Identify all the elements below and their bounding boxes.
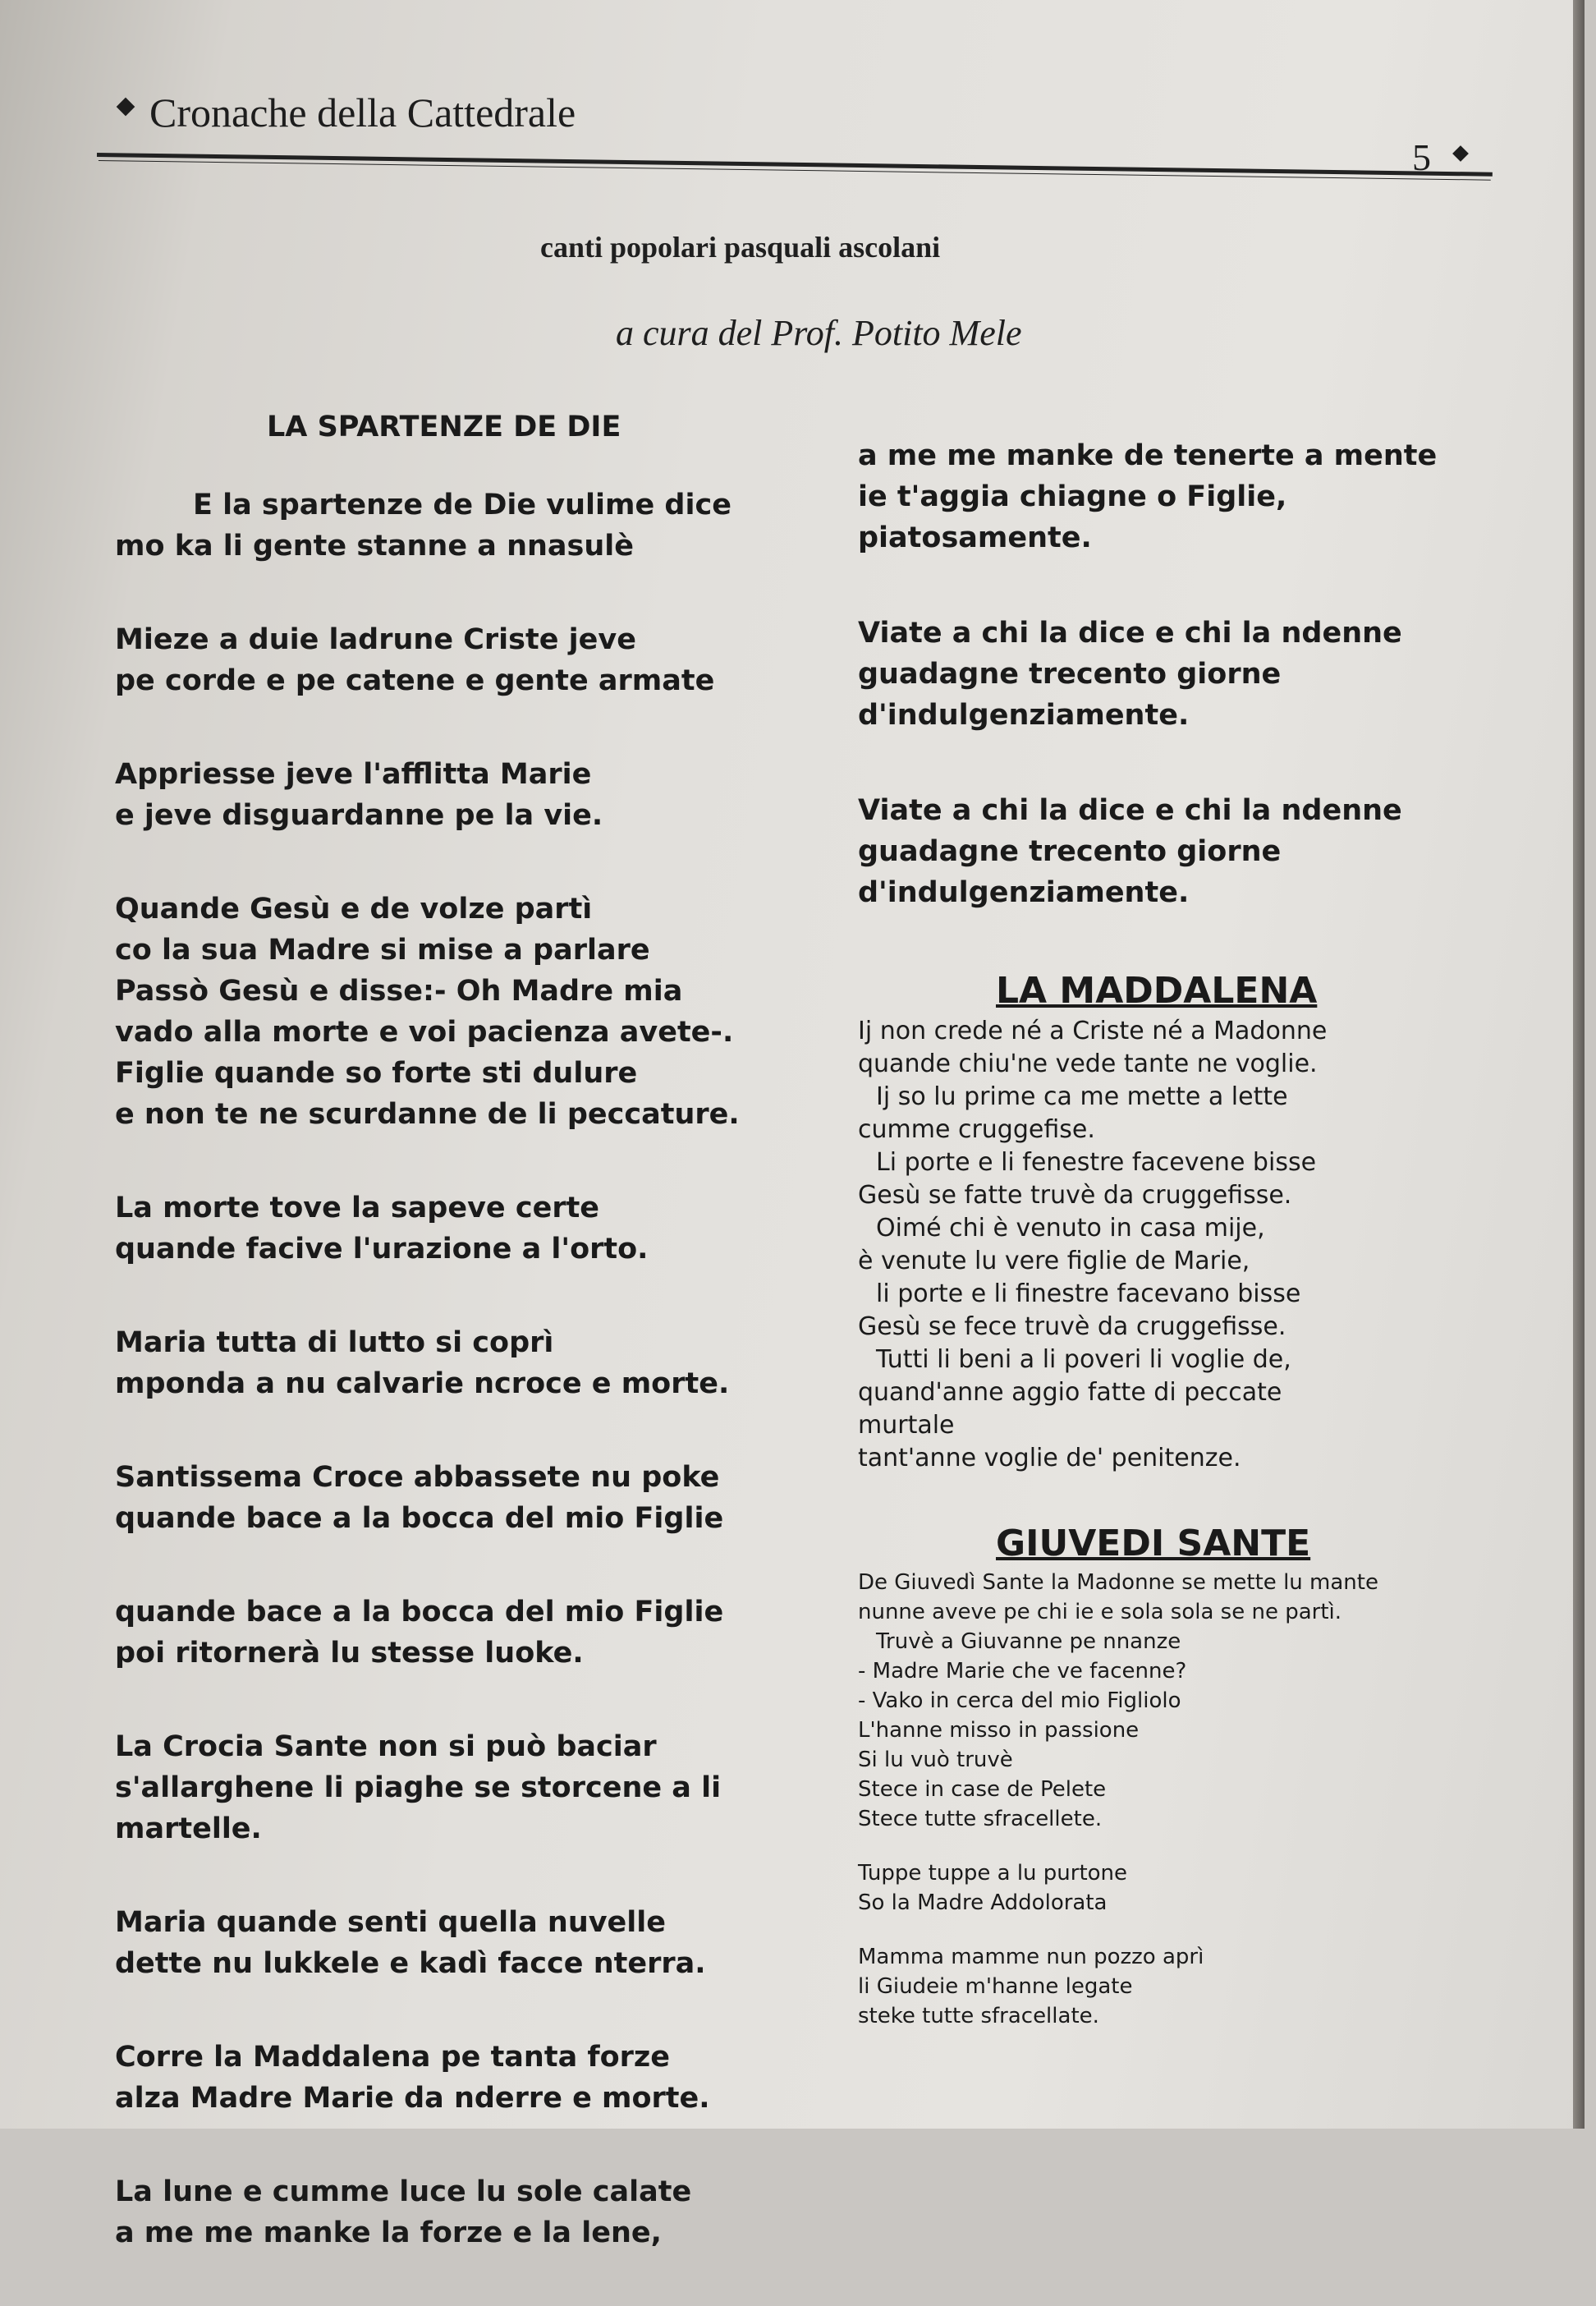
verse-line: Quande Gesù e de volze partì bbox=[115, 893, 593, 926]
verse-line: pe corde e pe catene e gente armate bbox=[115, 664, 715, 697]
verse-line: Mamma mamme nun pozzo aprì bbox=[858, 1945, 1204, 1969]
verse-line: - Vako in cerca del mio Figliolo bbox=[858, 1688, 1181, 1713]
stanza bbox=[858, 613, 1433, 736]
section-title-maddalena: LA MADDALENA bbox=[996, 970, 1318, 1012]
section-title: LA SPARTENZE DE DIE bbox=[267, 411, 621, 443]
verse-line: Ij so lu prime ca me mette a lette bbox=[876, 1082, 1288, 1111]
verse-line: Santissema Croce abbassete nu poke bbox=[115, 1461, 720, 1494]
stanza bbox=[115, 1187, 829, 1270]
verse-line: De Giuvedì Sante la Madonne se mette lu mante bbox=[858, 1570, 1378, 1595]
verse-line: Gesù se fece truvè da cruggefisse. bbox=[858, 1312, 1286, 1341]
verse-line: d'indulgenziamente. bbox=[858, 876, 1190, 909]
verse-line: steke tutte sfracellate. bbox=[858, 2004, 1099, 2028]
verse-line: Truvè a Giuvanne pe nnanze bbox=[876, 1629, 1181, 1654]
stanza bbox=[115, 2171, 829, 2253]
stanza bbox=[858, 790, 1433, 913]
verse-line: li Giudeie m'hanne legate bbox=[858, 1974, 1133, 1999]
verse-line: co la sua Madre si mise a parlare bbox=[115, 934, 650, 967]
verse-line: Ij non crede né a Criste né a Madonne bbox=[858, 1017, 1328, 1045]
verse-line: Viate a chi la dice e chi la ndenne bbox=[858, 794, 1402, 827]
stanza bbox=[115, 485, 829, 567]
stanza bbox=[115, 619, 829, 701]
verse-line: alza Madre Marie da nderre e morte. bbox=[115, 2082, 710, 2115]
verse-line: La Crocia Sante non si può baciar bbox=[115, 1730, 657, 1763]
article-heading: canti popolari pasquali ascolani bbox=[540, 231, 941, 264]
verse-line: ie t'aggia chiagne o Figlie, bbox=[858, 480, 1287, 513]
verse-line: e non te ne scurdanne de li peccature. bbox=[115, 1098, 740, 1131]
stanza-gap bbox=[858, 1834, 1433, 1858]
verse-line: Figlie quande so forte sti dulure bbox=[115, 1057, 638, 1090]
verse-line: piatosamente. bbox=[858, 521, 1092, 554]
verse-line: Tuppe tuppe a lu purtone bbox=[858, 1861, 1128, 1886]
verse-line: e jeve disguardanne pe la vie. bbox=[115, 799, 603, 832]
verse-line: La lune e cumme luce lu sole calate bbox=[115, 2175, 692, 2208]
verse-line: So la Madre Addolorata bbox=[858, 1890, 1108, 1915]
verse-line: quande bace a la bocca del mio Figlie bbox=[115, 1502, 724, 1535]
page-number: 5 bbox=[1412, 136, 1431, 178]
verse-line: quand'anne aggio fatte di peccate bbox=[858, 1378, 1282, 1407]
verse-line: guadagne trecento giorne bbox=[858, 835, 1282, 868]
verse-line: Maria quande senti quella nuvelle bbox=[115, 1906, 667, 1939]
maddalena-poem bbox=[858, 1015, 1433, 1475]
right-stanzas bbox=[858, 435, 1438, 913]
verse-line: Maria tutta di lutto si coprì bbox=[115, 1326, 554, 1359]
giovedi-poem-part-2 bbox=[858, 1858, 1433, 1918]
page-edge bbox=[1573, 0, 1585, 2129]
verse-line: martelle. bbox=[115, 1812, 262, 1845]
verse-line: vado alla morte e voi pacienza avete-. bbox=[115, 1016, 734, 1049]
giovedi-poem-part-1 bbox=[858, 1568, 1433, 1834]
verse-line: li porte e li finestre facevano bisse bbox=[876, 1279, 1301, 1308]
verse-line: quande chiu'ne vede tante ne voglie. bbox=[858, 1050, 1318, 1078]
verse-line: murtale bbox=[858, 1411, 955, 1440]
diamond-bullet-icon bbox=[1452, 145, 1469, 162]
verse-line: Stece in case de Pelete bbox=[858, 1777, 1107, 1802]
verse-line: quande facive l'urazione a l'orto. bbox=[115, 1233, 649, 1266]
section-title-giovedi: GIUVEDI SANTE bbox=[996, 1523, 1311, 1564]
verse-line: Gesù se fatte truvè da cruggefisse. bbox=[858, 1181, 1292, 1210]
verse-line: Li porte e li fenestre facevene bisse bbox=[876, 1148, 1317, 1177]
verse-line: s'allarghene li piaghe se storcene a li bbox=[115, 1771, 722, 1804]
verse-line: - Madre Marie che ve facenne? bbox=[858, 1659, 1187, 1684]
verse-line: Corre la Maddalena pe tanta forze bbox=[115, 2041, 671, 2074]
verse-line: mo ka li gente stanne a nnasulè bbox=[115, 530, 634, 563]
verse-line: cumme cruggefise. bbox=[858, 1115, 1095, 1144]
verse-line: Si lu vuò truvè bbox=[858, 1748, 1013, 1772]
verse-line: E la spartenze de Die vulime dice bbox=[193, 489, 732, 521]
stanza-gap bbox=[858, 1918, 1433, 1942]
left-column bbox=[115, 411, 829, 2306]
header-rule bbox=[97, 153, 1493, 177]
verse-line: Appriesse jeve l'afflitta Marie bbox=[115, 758, 592, 791]
verse-line: La morte tove la sapeve certe bbox=[115, 1192, 600, 1224]
verse-line: quande bace a la bocca del mio Figlie bbox=[115, 1596, 724, 1628]
giovedi-poem-part-3 bbox=[858, 1942, 1433, 2031]
article-byline: a cura del Prof. Potito Mele bbox=[616, 313, 1022, 353]
verse-line: poi ritornerà lu stesse luoke. bbox=[115, 1637, 584, 1670]
verse-line: nunne aveve pe chi ie e sola sola se ne partì. bbox=[858, 1600, 1342, 1624]
verse-line: tant'anne voglie de' penitenze. bbox=[858, 1444, 1241, 1472]
left-stanzas bbox=[115, 485, 829, 2253]
stanza bbox=[115, 754, 829, 836]
verse-line: L'hanne misso in passione bbox=[858, 1718, 1140, 1743]
verse-line: a me me manke de tenerte a mente bbox=[858, 439, 1438, 472]
verse-line: Tutti li beni a li poveri li voglie de, bbox=[876, 1345, 1291, 1374]
verse-line: è venute lu vere figlie de Marie, bbox=[858, 1247, 1250, 1275]
verse-line: dette nu lukkele e kadì facce nterra. bbox=[115, 1947, 706, 1980]
stanza bbox=[115, 1322, 829, 1404]
verse-line: a me me manke la forze e la lene, bbox=[115, 2216, 662, 2249]
verse-line: d'indulgenziamente. bbox=[858, 699, 1190, 732]
verse-line: Mieze a duie ladrune Criste jeve bbox=[115, 623, 636, 656]
verse-line: mponda a nu calvarie ncroce e morte. bbox=[115, 1367, 730, 1400]
verse-line: guadagne trecento giorne bbox=[858, 658, 1282, 691]
verse-line: Stece tutte sfracellete. bbox=[858, 1807, 1103, 1831]
stanza bbox=[115, 1902, 829, 1984]
stanza bbox=[115, 1457, 829, 1539]
verse-line: Oimé chi è venuto in casa mije, bbox=[876, 1214, 1265, 1243]
stanza bbox=[115, 2037, 829, 2119]
publication-title: Cronache della Cattedrale bbox=[149, 90, 576, 136]
stanza bbox=[115, 1592, 829, 1674]
stanza bbox=[115, 1726, 829, 1849]
right-column bbox=[858, 435, 1438, 2031]
verse-line: Passò Gesù e disse:- Oh Madre mia bbox=[115, 975, 683, 1008]
verse-line: Viate a chi la dice e chi la ndenne bbox=[858, 617, 1402, 650]
stanza bbox=[115, 889, 829, 1135]
stanza bbox=[858, 435, 1438, 558]
